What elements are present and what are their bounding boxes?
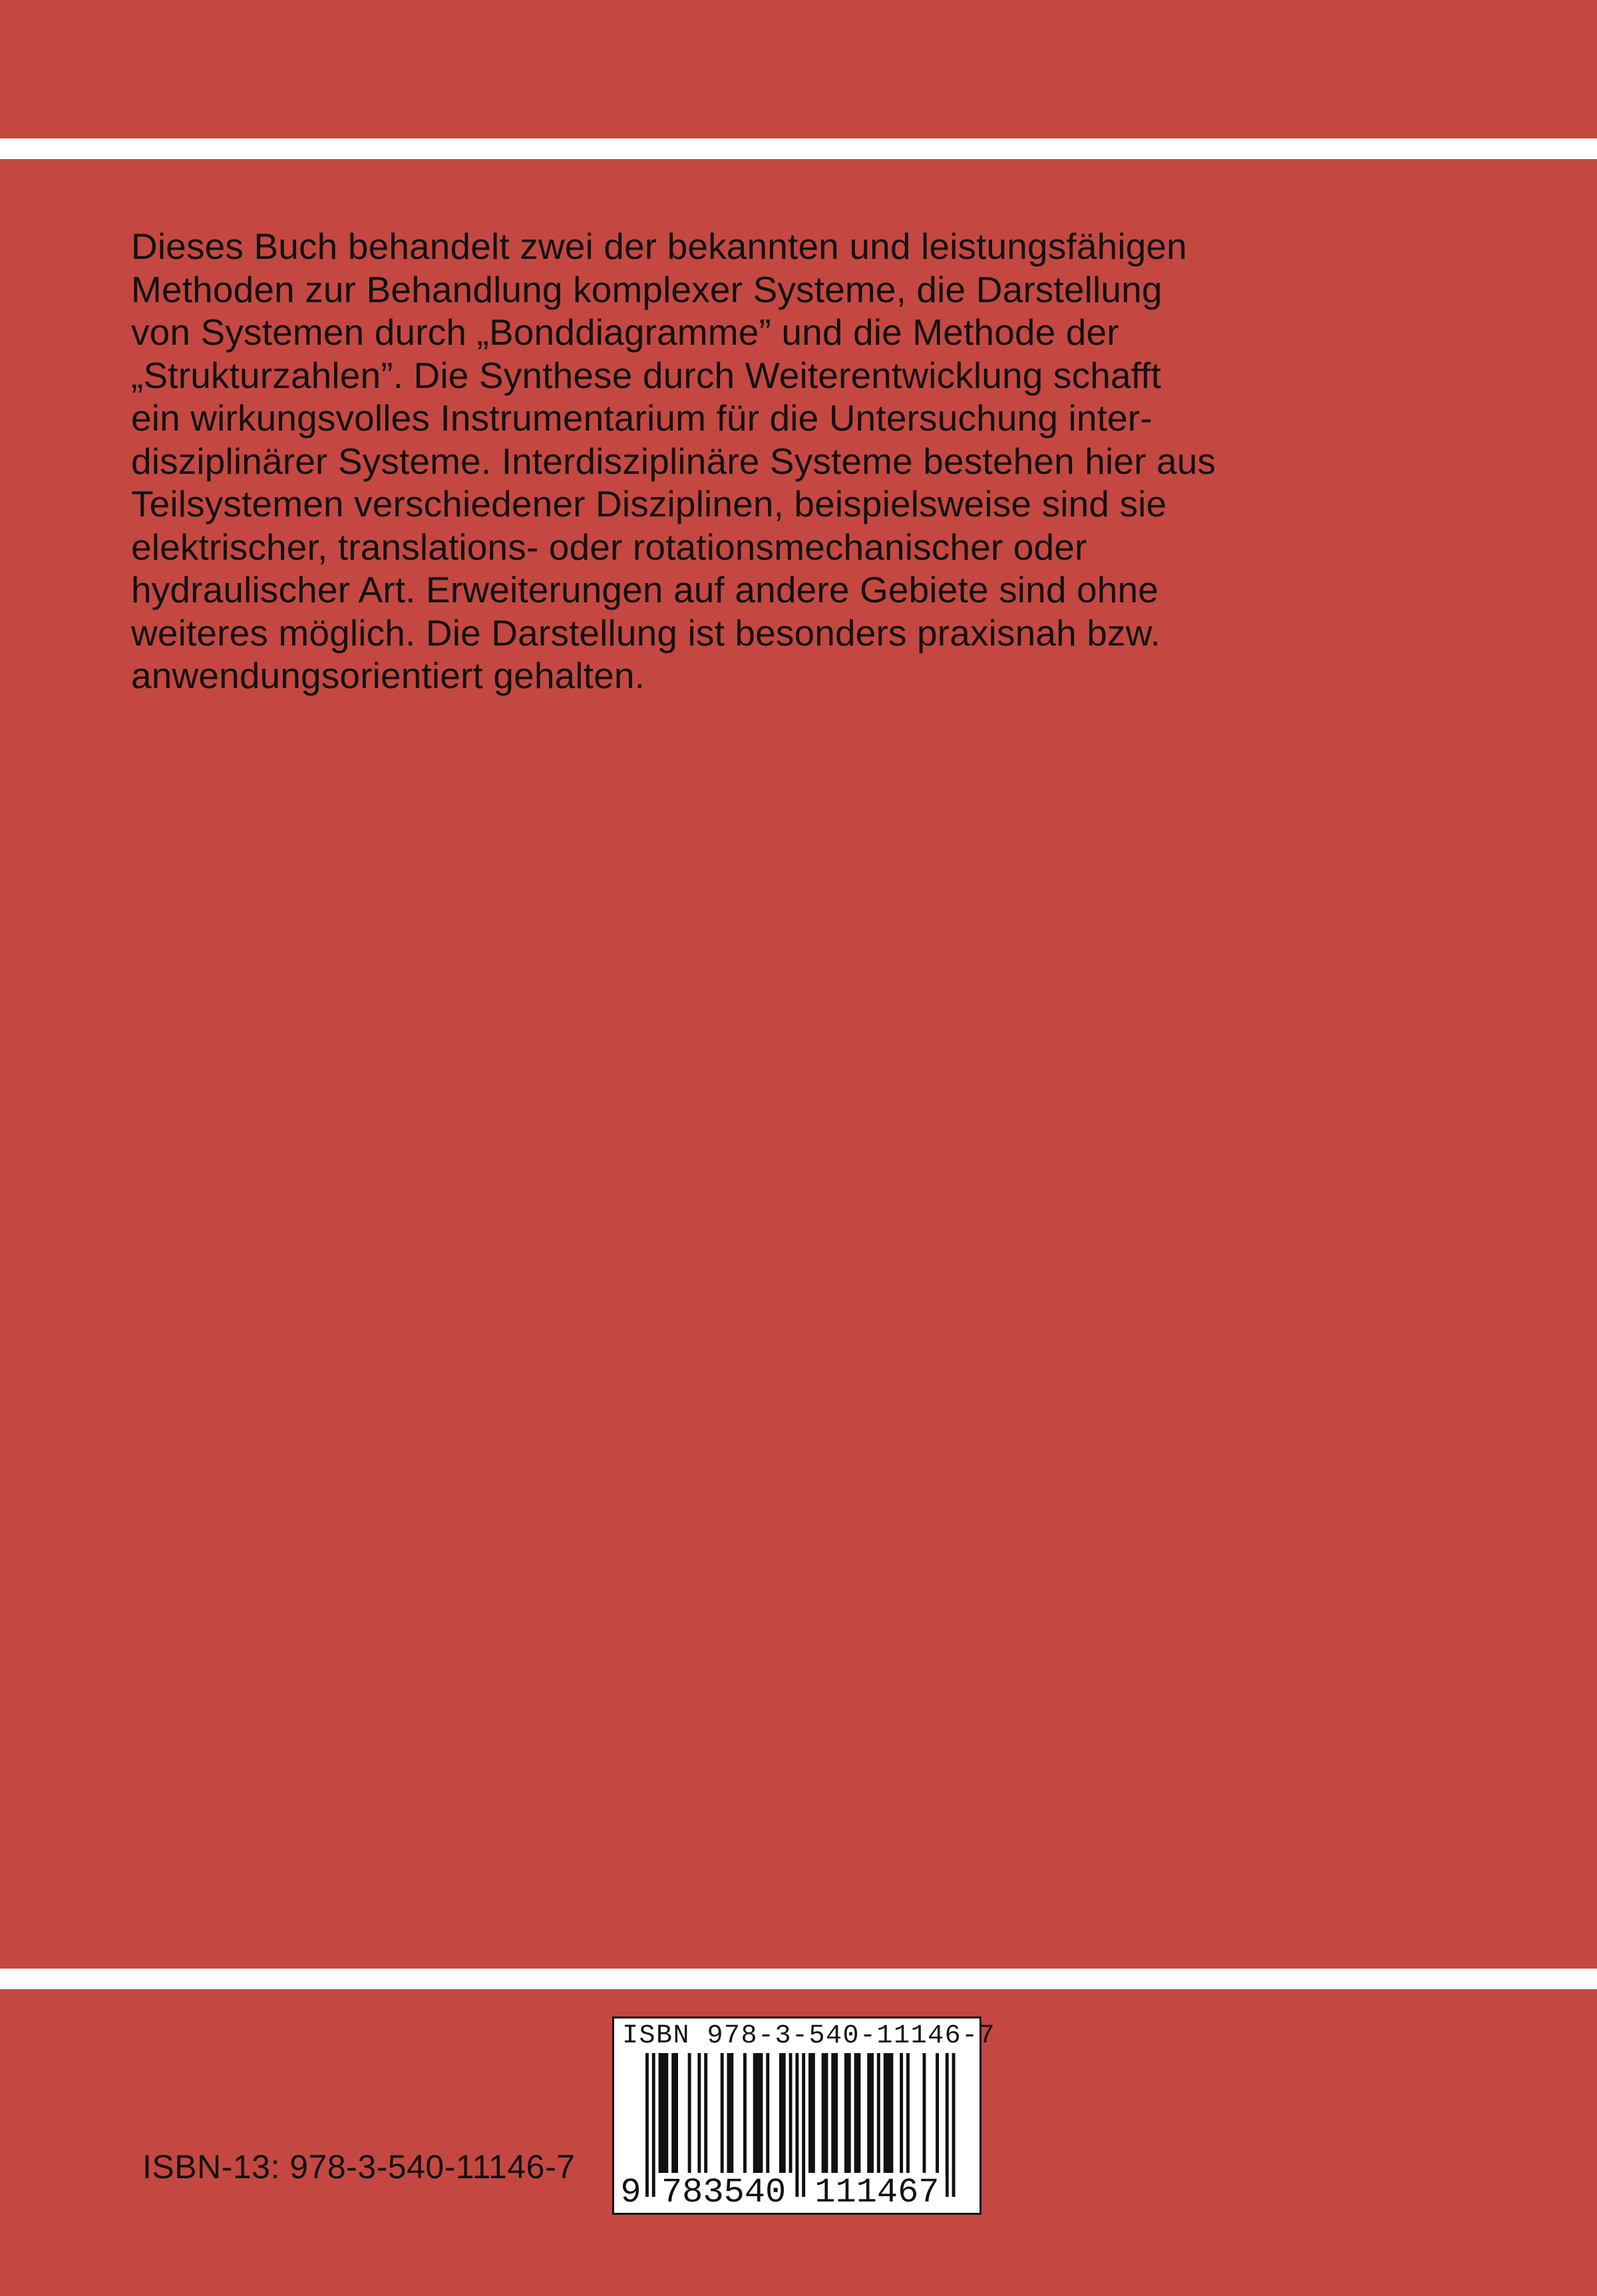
top-white-stripe: [0, 138, 1597, 159]
blurb-line: von Systemen durch „Bonddiagramme” und die Methode der: [131, 311, 1119, 353]
barcode-isbn-label: ISBN 978-3-540-11146-7: [622, 2021, 996, 2051]
blurb-line: disziplinärer Systeme. Interdisziplinäre Systeme bestehen hier aus: [131, 440, 1216, 482]
blurb-line: ein wirkungsvolles Instrumentarium für die Untersuchung inter-: [131, 397, 1153, 439]
blurb-line: weiteres möglich. Die Darstellung ist besonders praxisnah bzw.: [131, 612, 1160, 654]
isbn13-label: ISBN-13: 978-3-540-11146-7: [142, 2148, 576, 2186]
blurb-line: Methoden zur Behandlung komplexer Systeme, die Darstellung: [131, 268, 1162, 310]
barcode-right-digits: 111467: [808, 2176, 946, 2210]
blurb-text: [131, 225, 1362, 697]
blurb-line: Dieses Buch behandelt zwei der bekannten und leistungsfähigen: [131, 226, 1187, 267]
barcode-digits: [614, 2018, 979, 2213]
blurb-line: „Strukturzahlen”. Die Synthese durch Weiterentwicklung schafft: [131, 354, 1161, 396]
blurb-line: anwendungsorientiert gehalten.: [131, 655, 645, 696]
barcode-lead-digit: 9: [620, 2173, 641, 2212]
barcode-left-digits: 783540: [655, 2176, 793, 2210]
barcode-box: [612, 2016, 996, 2215]
blurb-line: hydraulischer Art. Erweiterungen auf andere Gebiete sind ohne: [131, 569, 1158, 610]
blurb-line: Teilsystemen verschiedener Disziplinen, beispielsweise sind sie: [131, 483, 1167, 524]
bottom-white-stripe: [0, 1969, 1597, 1989]
blurb-line: elektrischer, translations- oder rotationsmechanischer oder: [131, 526, 1087, 568]
